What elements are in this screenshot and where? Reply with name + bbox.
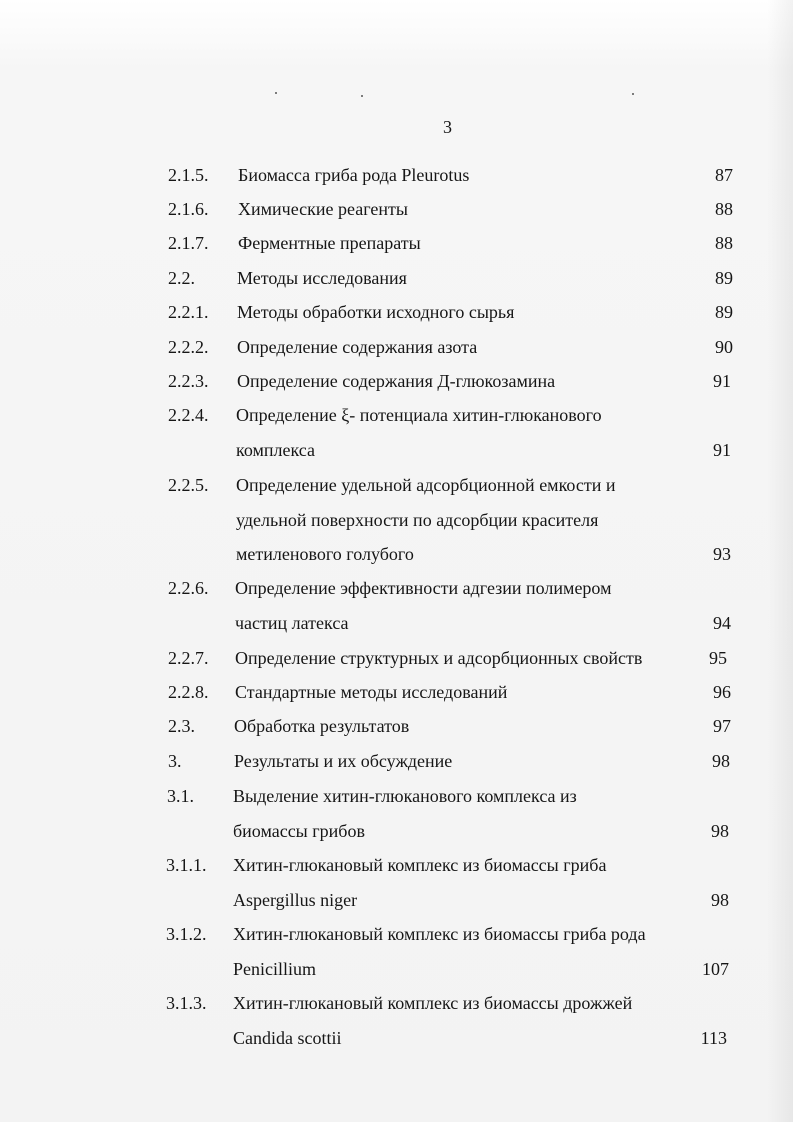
toc-entry-number: 2.1.7.: [168, 233, 209, 253]
toc-entry-number: 3.: [168, 751, 182, 771]
toc-entry-number: 2.3.: [168, 716, 195, 736]
toc-entry-number: 2.2.5.: [168, 475, 209, 495]
toc-entry-page: 87: [715, 165, 733, 185]
toc-entry-title: Хитин-глюкановый комплекс из биомассы дрожжей: [233, 993, 633, 1013]
toc-entry-title: Penicillium: [233, 959, 316, 979]
toc-entry-title: Результаты и их обсуждение: [234, 751, 453, 771]
toc-entry-title: Стандартные методы исследований: [235, 682, 508, 702]
toc-entry-page: 113: [700, 1028, 727, 1048]
toc-entry-page: 88: [715, 233, 733, 253]
toc-entry-number: 3.1.1.: [166, 855, 207, 875]
toc-entry-page: 107: [702, 959, 729, 979]
page-number: 3: [443, 117, 452, 137]
toc-entry-page: 89: [715, 268, 733, 288]
toc-entry-title: Хитин-глюкановый комплекс из биомассы гриба: [233, 855, 607, 875]
toc-entry-number: 2.2.2.: [168, 337, 209, 357]
toc-entry-title: Определение структурных и адсорбционных свойств: [235, 648, 643, 668]
toc-entry-title: Хитин-глюкановый комплекс из биомассы гриба рода: [233, 924, 646, 944]
toc-entry-title: Aspergillus niger: [233, 890, 358, 910]
toc-entry-title: Выделение хитин-глюканового комплекса из: [233, 786, 577, 806]
toc-entry-title: Определение удельной адсорбционной емкости и: [236, 475, 616, 495]
toc-entry-number: 2.2.: [168, 268, 195, 288]
toc-entry-number: 3.1.2.: [166, 924, 207, 944]
toc-entry-title: Определение ξ- потенциала хитин-глюканового: [236, 405, 602, 425]
toc-entry-title: Методы обработки исходного сырья: [237, 302, 515, 322]
toc-entry-title: Методы исследования: [237, 268, 407, 288]
toc-entry-title: биомассы грибов: [233, 821, 365, 841]
toc-entry-page: 93: [713, 544, 731, 564]
toc-entry-title: Биомасса гриба рода Pleurotus: [238, 165, 470, 185]
toc-entry-page: 91: [713, 371, 731, 391]
toc-entry-number: 2.2.7.: [168, 648, 209, 668]
toc-entry-title: метиленового голубого: [236, 544, 414, 564]
toc-entry-title: Ферментные препараты: [238, 233, 421, 253]
toc-entry-page: 95: [709, 648, 727, 668]
toc-entry-page: 96: [713, 682, 731, 702]
toc-entry-number: 2.2.3.: [168, 371, 209, 391]
toc-entry-number: 2.2.1.: [168, 302, 209, 322]
toc-entry-page: 97: [713, 716, 731, 736]
toc-entry-number: 2.2.8.: [168, 682, 209, 702]
toc-entry-title: Обработка результатов: [234, 716, 410, 736]
toc-entry-title: комплекса: [236, 440, 315, 460]
toc-entry-title: Candida scottii: [233, 1028, 342, 1048]
toc-entry-number: 2.1.6.: [168, 199, 209, 219]
toc-entry-page: 98: [711, 821, 729, 841]
toc-entry-page: 89: [715, 302, 733, 322]
toc-entry-title: Химические реагенты: [238, 199, 408, 219]
toc-entry-title: частиц латекса: [235, 613, 349, 633]
toc-entry-number: 2.2.4.: [168, 405, 209, 425]
toc-entry-title: Определение содержания азота: [237, 337, 478, 357]
toc-entry-page: 98: [712, 751, 730, 771]
toc-entry-title: удельной поверхности по адсорбции красителя: [236, 510, 599, 530]
toc-entry-page: 90: [715, 337, 733, 357]
toc-entry-page: 88: [715, 199, 733, 219]
toc-entry-number: 2.1.5.: [168, 165, 209, 185]
toc-entry-number: 3.1.: [167, 786, 194, 806]
toc-entry-title: Определение эффективности адгезии полимером: [235, 578, 612, 598]
toc-entry-number: 2.2.6.: [168, 578, 209, 598]
toc-entry-page: 91: [713, 440, 731, 460]
toc-entry-title: Определение содержания Д-глюкозамина: [237, 371, 556, 391]
toc-entry-page: 94: [713, 613, 731, 633]
toc-entry-number: 3.1.3.: [166, 993, 207, 1013]
toc-entry-page: 98: [711, 890, 729, 910]
